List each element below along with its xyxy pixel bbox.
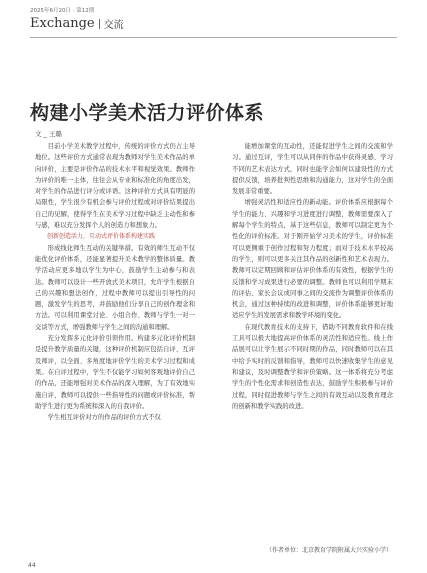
page-number: 44 (28, 562, 36, 569)
header-rule (30, 37, 397, 38)
subheading: 创新创造活力，互动式评价体系构建实践 (47, 233, 156, 241)
paragraph: 增强灵活性和适应性的新动能。评价体系应根据每个学生的能力、兴趣和学习进度进行调整，教师需要深入了解每个学生的特点，基于这些信息，教师可以制定更为个性化的评价标准。对于刚开始学习美术的学生，评价标准可以更侧重于创作过程和努力程度；而对于技术水平较高的学生，则可以更多关注其作品的创新性和艺术表现力。教师可以定期回顾和评估评价体系的有效性，根据学生的反馈和学习成果进行必要的调整。教师也可以利用学期末的评估、家长会议或同事之间的交流作为调整评价体系的机会，通过这种持续的改进和调整，评价体系能够更好地适应学生的发展需求和教学环境的变化。 (232, 199, 393, 320)
issue-line: 2025年6月20日 · 第12期 (30, 8, 95, 14)
author-affiliation: （作者单位：北京教育学院附属大兴实验小学） (265, 547, 392, 554)
paragraph: 学生相互评价对方的作品的评价方式不仅 (47, 414, 161, 422)
paragraph: 形成线化师生互动的关键举措。有效的师生互动不仅能优化评价体系，还能显著提升美术教学的整体质量。教学活动应更多地以学生为中心，鼓励学生主动参与和表达。教师可以设计一些开放式美术项目，允许学生根据自己的兴趣和想法创作，过程中教师可以提出引导性的问题，激发学生的思考，并鼓励他们分享自己的创作理念和方法。可以利用课堂讨论、小组合作、教师与学生一对一交谈等方式，增强教师与学生之间的沟通和理解。 (35, 244, 195, 331)
left-column (35, 141, 195, 423)
paragraph: 目前小学美术教学过程中，传统的评价方式仍占主导地位。这些评价方式通常表现为教师对学生美术作品的单向评价，主要是评价作品的技术水平和视觉效果。教师作为评价的唯一主体，往往会从专业和标准化的角度出发，对学生的作品进行评分或评语。这种评价方式具有明显的局限性，学生很少有机会参与评价过程或对评价结果提出自己的见解，使得学生在美术学习过程中缺乏主动性和参与感，难以充分发挥个人的创造力和想象力。 (35, 143, 195, 230)
section-en: Exchange (30, 16, 95, 31)
article-author: 文 _ 王璐 (35, 130, 62, 138)
section-cn: 交流 (103, 20, 124, 31)
paragraph: 能增加课堂的互动性，还能促进学生之间的交流和学习。通过互评，学生可以从同伴的作品中获得灵感、学习不同的艺术表达方式，同时也能学会如何以建设性的方式提供反馈，培养批判性思维和沟通能力，这对学生的全面发展非常重要。 (232, 143, 393, 196)
article-title: 构建小学美术活力评价体系 (30, 102, 265, 124)
right-column (232, 141, 393, 412)
section-divider (99, 19, 100, 29)
paragraph: 充分发挥多元化评价引领作用。构建多元化评价机制是提升教学质量的关键，这种评价机制应包括自评、互评及师评，以全面、多角度地评价学生的美术学习过程和成果。在自评过程中，学生不仅能学习如何客观地评价自己的作品，还能增强对美术作品的深入理解，为了有效地实施自评，教师可以提供一些指导性的问题或评价标准，帮助学生进行更为系统和深入的自我评价。 (35, 335, 195, 410)
section-label (30, 16, 124, 31)
paragraph: 在现代教育技术的支持下，借助不同教育软件和在线工具可以极大地提高评价体系的灵活性和适应性。线上作品展可以让学生展示不同时期的作品，同时教师可以在其中给予实时的反馈和指导，教师可以快速收集学生的意见和建议，及时调整教学和评价策略。这一体系将充分考虑学生的个性化需求和创造性表达，鼓励学生积极参与评价过程，同时促进教师与学生之间的有效互动以及教育理念的创新和教学实践的改进。 (232, 323, 393, 410)
